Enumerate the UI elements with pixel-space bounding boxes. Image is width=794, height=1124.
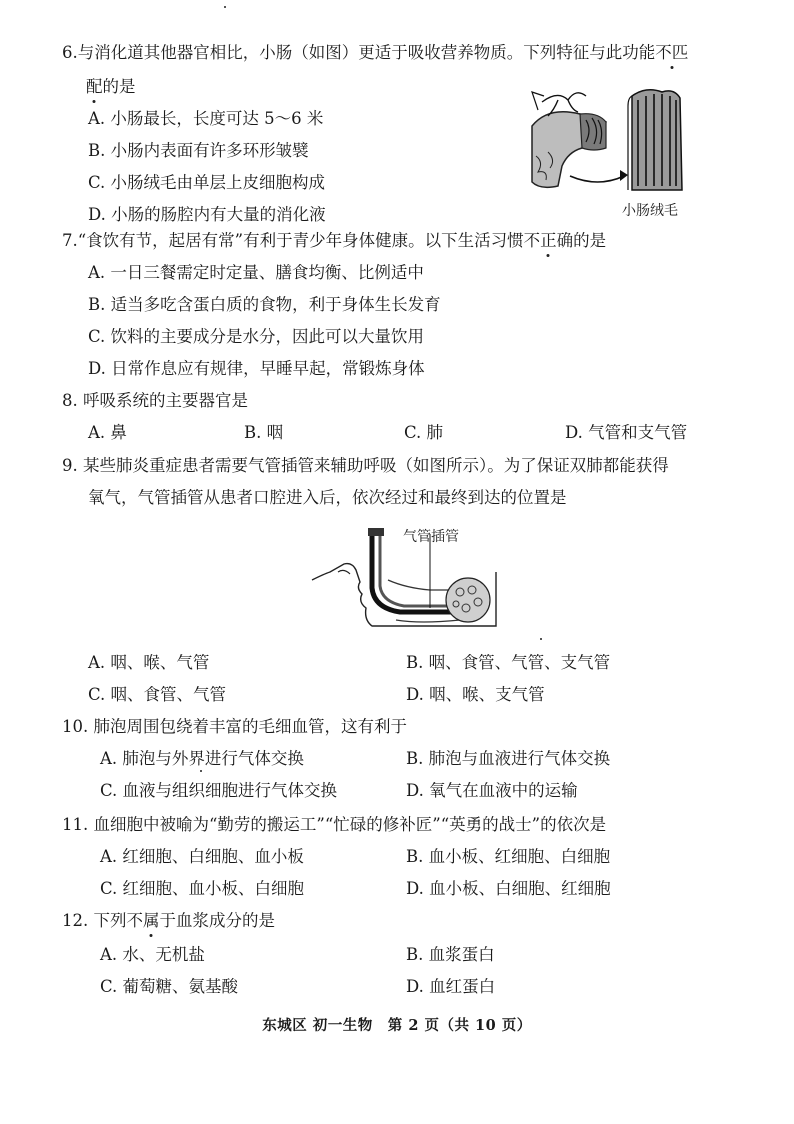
figure-caption-intubation: 气管插管 xyxy=(403,529,459,545)
question-6-option-b[interactable] xyxy=(88,140,309,162)
option-label: B. xyxy=(406,945,424,964)
option-label: D. xyxy=(88,359,106,378)
option-label: A. xyxy=(88,263,106,282)
option-label: A. xyxy=(88,423,106,442)
esophagus-outline xyxy=(396,620,460,622)
villus-body xyxy=(632,90,682,190)
option-text: 咽 xyxy=(266,423,284,442)
option-text: 小肠内表面有许多环形皱襞 xyxy=(110,141,309,160)
tube-connector xyxy=(368,528,384,536)
option-label: C. xyxy=(100,977,118,996)
small-intestine-figure xyxy=(528,86,688,202)
question-6-stem-line1 xyxy=(62,42,688,64)
option-label: C. xyxy=(100,781,118,800)
scan-speck xyxy=(200,770,202,772)
question-7-option-a[interactable] xyxy=(88,262,424,284)
option-text: 血浆蛋白 xyxy=(428,945,495,964)
scan-speck xyxy=(224,6,226,8)
option-label: D. xyxy=(406,781,424,800)
question-12-option-d[interactable] xyxy=(406,976,495,998)
option-text: 饮料的主要成分是水分，因此可以大量饮用 xyxy=(110,327,425,346)
question-9-option-d[interactable] xyxy=(406,684,545,706)
question-11-option-b[interactable] xyxy=(406,846,610,868)
question-number: 10. xyxy=(62,717,89,736)
question-10-stem xyxy=(62,716,407,738)
question-number: 12. xyxy=(62,911,89,930)
option-text: 日常作息应有规律，早睡早起，常锻炼身体 xyxy=(111,359,425,378)
scan-speck xyxy=(540,638,542,640)
option-text: 血红蛋白 xyxy=(429,977,496,996)
option-label: C. xyxy=(88,685,106,704)
question-8-option-d[interactable] xyxy=(565,422,687,444)
question-12-option-c[interactable] xyxy=(100,976,238,998)
option-label: D. xyxy=(565,423,583,442)
question-number: 6. xyxy=(62,43,78,62)
question-7-option-b[interactable] xyxy=(88,294,441,316)
question-8-option-a[interactable] xyxy=(88,422,127,444)
question-11-option-a[interactable] xyxy=(100,846,304,868)
question-11-option-d[interactable] xyxy=(406,878,611,900)
figure-arrow xyxy=(570,176,624,182)
question-number: 7. xyxy=(62,231,78,250)
emphasized-word: 不正确 xyxy=(523,231,574,250)
option-text: 小肠的肠腔内有大量的消化液 xyxy=(111,205,326,224)
question-6-option-a[interactable] xyxy=(88,108,323,130)
question-9-stem-line2: 氧气，气管插管从患者口腔进入后，依次经过和最终到达的位置是 xyxy=(88,488,567,507)
option-text: 肺泡与外界进行气体交换 xyxy=(122,749,304,768)
question-number: 8. xyxy=(62,391,78,410)
question-stem-text: 的是 xyxy=(573,231,607,250)
option-text: 血小板、白细胞、红细胞 xyxy=(429,879,611,898)
question-11-stem xyxy=(62,814,606,836)
question-6-stem-line2 xyxy=(86,76,136,98)
question-10-option-b[interactable] xyxy=(406,748,610,770)
option-label: A. xyxy=(100,945,118,964)
lung-shape xyxy=(446,578,490,622)
option-text: 小肠最长，长度可达 5～6 米 xyxy=(110,109,324,128)
option-label: B. xyxy=(244,423,262,442)
question-number: 11. xyxy=(62,815,89,834)
option-label: C. xyxy=(404,423,422,442)
question-10-option-c[interactable] xyxy=(100,780,337,802)
option-label: C. xyxy=(88,327,106,346)
option-label: B. xyxy=(406,749,424,768)
question-8-option-b[interactable] xyxy=(244,422,283,444)
question-9-option-b[interactable] xyxy=(406,652,610,674)
question-11-option-c[interactable] xyxy=(100,878,304,900)
question-12-option-b[interactable] xyxy=(406,944,495,966)
question-stem-text: 血浆成分的是 xyxy=(176,911,275,930)
question-10-option-d[interactable] xyxy=(406,780,578,802)
question-12-stem xyxy=(62,910,275,932)
question-stem-text: 下列 xyxy=(93,911,127,930)
option-text: 肺泡与血液进行气体交换 xyxy=(428,749,611,768)
option-text: 气管和支气管 xyxy=(588,423,688,442)
question-stem-text: 的是 xyxy=(102,77,136,96)
option-label: A. xyxy=(100,847,118,866)
option-text: 红细胞、血小板、白细胞 xyxy=(122,879,305,898)
option-text: 咽、喉、气管 xyxy=(110,653,210,672)
question-stem-text: 与消化道其他器官相比，小肠（如图）更适于吸收营养物质。下列特征与此功能 xyxy=(77,43,656,62)
option-text: 水、无机盐 xyxy=(122,945,205,964)
question-8-stem xyxy=(62,390,248,412)
option-text: 血小板、红细胞、白细胞 xyxy=(428,847,611,866)
option-label: A. xyxy=(88,653,106,672)
option-label: C. xyxy=(100,879,118,898)
question-stem-text: 血细胞中被喻为“勤劳的搬运工”“忙碌的修补匠”“英勇的战士”的依次是 xyxy=(93,815,607,834)
question-7-option-c[interactable] xyxy=(88,326,424,348)
emphasis-text xyxy=(655,43,688,62)
question-8-option-c[interactable] xyxy=(404,422,443,444)
figure-caption-villus: 小肠绒毛 xyxy=(622,203,678,219)
emphasized-word: 不属于 xyxy=(126,911,176,930)
option-text: 鼻 xyxy=(110,423,127,442)
question-stem-text: 呼吸系统的主要器官是 xyxy=(83,391,248,410)
question-6-option-d[interactable] xyxy=(88,204,326,226)
question-6-option-c[interactable] xyxy=(88,172,325,194)
option-text: 咽、喉、支气管 xyxy=(429,685,545,704)
option-text: 红细胞、白细胞、血小板 xyxy=(122,847,304,866)
intubation-figure xyxy=(310,528,500,634)
option-text: 咽、食管、气管、支气管 xyxy=(428,653,611,672)
arrow-head xyxy=(620,170,628,181)
question-12-option-a[interactable] xyxy=(100,944,205,966)
option-label: B. xyxy=(406,653,424,672)
question-10-option-a[interactable] xyxy=(100,748,304,770)
option-text: 葡萄糖、氨基酸 xyxy=(122,977,239,996)
option-label: D. xyxy=(406,879,424,898)
emphasized-word: 不匹 xyxy=(655,43,689,62)
question-stem-text: “食饮有节，起居有常”有利于青少年身体健康。以下生活习惯 xyxy=(77,231,524,250)
question-number: 9. xyxy=(62,456,78,475)
option-label: D. xyxy=(406,977,424,996)
option-label: D. xyxy=(88,205,106,224)
question-7-stem xyxy=(62,230,606,252)
page-footer: 东城区 初一生物 第 2 页（共 10 页） xyxy=(262,1017,532,1034)
option-label: A. xyxy=(100,749,118,768)
question-stem-text: 肺泡周围包绕着丰富的毛细血管，这有利于 xyxy=(93,717,407,736)
option-text: 小肠绒毛由单层上皮细胞构成 xyxy=(110,173,326,192)
question-9-option-c[interactable] xyxy=(88,684,226,706)
question-9-stem-line1 xyxy=(62,455,669,477)
emphasized-word: 配 xyxy=(86,77,103,96)
option-label: D. xyxy=(406,685,424,704)
option-text: 咽、食管、气管 xyxy=(110,685,227,704)
question-7-option-d[interactable] xyxy=(88,358,425,380)
option-text: 氧气在血液中的运输 xyxy=(429,781,578,800)
option-label: C. xyxy=(88,173,106,192)
eye-outline xyxy=(338,570,350,574)
question-9-option-a[interactable] xyxy=(88,652,209,674)
option-label: A. xyxy=(88,109,106,128)
option-label: B. xyxy=(88,295,106,314)
question-stem-text: 某些肺炎重症患者需要气管插管来辅助呼吸（如图所示）。为了保证双肺都能获得 xyxy=(83,456,669,475)
option-text: 肺 xyxy=(426,423,444,442)
option-label: B. xyxy=(406,847,424,866)
option-text: 适当多吃含蛋白质的食物，利于身体生长发育 xyxy=(110,295,441,314)
option-text: 血液与组织细胞进行气体交换 xyxy=(122,781,338,800)
option-text: 一日三餐需定时定量、膳食均衡、比例适中 xyxy=(110,263,424,282)
option-label: B. xyxy=(88,141,106,160)
